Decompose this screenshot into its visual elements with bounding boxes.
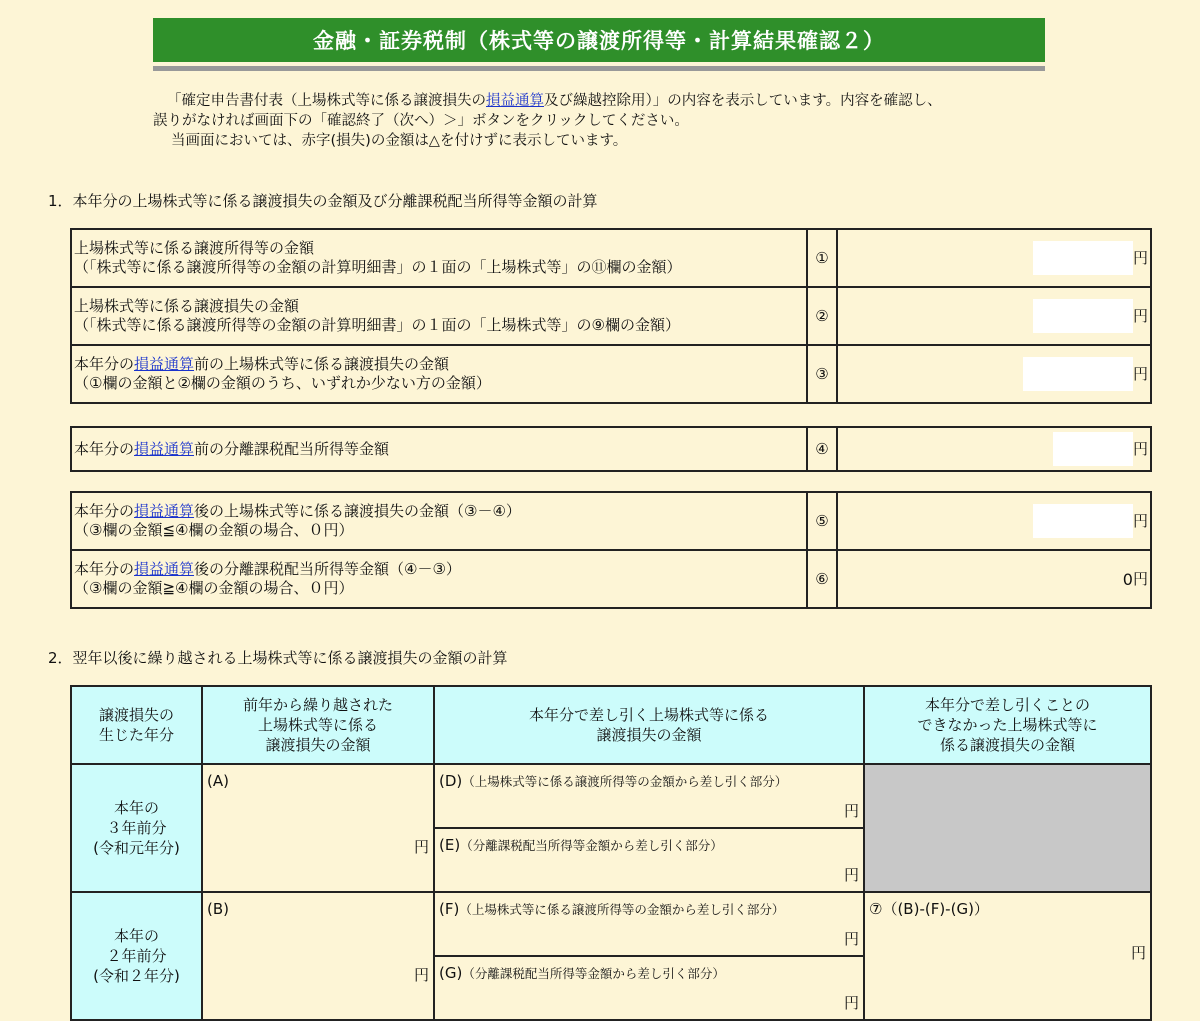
intro-line2: 誤りがなければ画面下の「確認終了（次へ）＞」ボタンをクリックしてください。 — [153, 113, 689, 129]
title-divider — [153, 66, 1045, 71]
col-header-year: 譲渡損失の 生じた年分 — [71, 686, 202, 764]
calc-table-group-b — [70, 426, 1152, 472]
calc-row-6 — [71, 550, 1151, 608]
carryover-row-2yr — [71, 892, 1151, 956]
carried-amount-cell: (B) 円 — [202, 892, 434, 1020]
row-number: ① — [807, 229, 837, 287]
amount-field: 円 — [837, 492, 1151, 550]
calc-row-label: 上場株式等に係る譲渡損失の金額 （「株式等に係る譲渡所得等の金額の計算明細書」の１面の「上場株式等」の⑨欄の金額） — [71, 287, 807, 345]
intro-text — [153, 91, 1053, 151]
row-number: ④ — [807, 427, 837, 471]
deduct-cell-f: (F)（上場株式等に係る譲渡所得等の金額から差し引く部分） 円 — [434, 892, 864, 956]
deduct-cell-g: (G)（分離課税配当所得等金額から差し引く部分） 円 — [434, 956, 864, 1020]
calc-row-3 — [71, 345, 1151, 403]
calc-table-group-c — [70, 491, 1152, 609]
carried-amount-cell: (A) 円 — [202, 764, 434, 892]
calc-row-1 — [71, 229, 1151, 287]
row-number: ⑥ — [807, 550, 837, 608]
amount-field: 円 — [837, 287, 1151, 345]
amount-field: 円 — [837, 345, 1151, 403]
intro-line1-b: 及び繰越控除用）」の内容を表示しています。内容を確認し、 — [544, 93, 942, 109]
deduct-cell-e: (E)（分離課税配当所得等金額から差し引く部分） 円 — [434, 828, 864, 892]
page-title: 金融・証券税制（株式等の譲渡所得等・計算結果確認２） — [153, 18, 1045, 62]
calc-row-2 — [71, 287, 1151, 345]
carryover-header-row — [71, 686, 1151, 764]
calc-row-label: 本年分の損益通算後の分離課税配当所得等金額（④－③） （③欄の金額≧④欄の金額の場合、０円） — [71, 550, 807, 608]
section1-heading: 1．本年分の上場株式等に係る譲渡損失の金額及び分離課税配当所得等金額の計算 — [48, 192, 598, 210]
section2-heading: 2．翌年以後に繰り越される上場株式等に係る譲渡損失の金額の計算 — [48, 649, 508, 667]
intro-line1-a: 「確定申告書付表（上場株式等に係る譲渡損失の — [167, 93, 486, 109]
carryover-row-3yr — [71, 764, 1151, 828]
row-number: ⑤ — [807, 492, 837, 550]
sonekitsusan-link[interactable]: 損益通算 — [134, 502, 195, 520]
remaining-cell: ⑦（(B)-(F)-(G)） 円 — [864, 892, 1151, 1020]
intro-line3: 当画面においては、赤字(損失)の金額は△を付けずに表示しています。 — [171, 133, 628, 149]
col-header-deducted: 本年分で差し引く上場株式等に係る 譲渡損失の金額 — [434, 686, 864, 764]
calc-row-4 — [71, 427, 1151, 471]
carryover-table — [70, 685, 1152, 1021]
calc-table-group-a — [70, 228, 1152, 404]
amount-field: 0円 — [837, 550, 1151, 608]
sonekitsusan-link[interactable]: 損益通算 — [134, 439, 195, 458]
calc-row-label: 本年分の損益通算前の分離課税配当所得等金額 — [71, 427, 807, 471]
calc-row-5 — [71, 492, 1151, 550]
year-label: 本年の ３年前分 (令和元年分) — [71, 764, 202, 892]
col-header-remaining: 本年分で差し引くことの できなかった上場株式等に 係る譲渡損失の金額 — [864, 686, 1151, 764]
sonekitsusan-link[interactable]: 損益通算 — [486, 93, 544, 109]
amount-field: 円 — [837, 229, 1151, 287]
remaining-cell-disabled — [864, 764, 1151, 892]
sonekitsusan-link[interactable]: 損益通算 — [134, 560, 195, 578]
calc-row-label: 本年分の損益通算前の上場株式等に係る譲渡損失の金額 （①欄の金額と②欄の金額のうち、いずれか少ない方の金額） — [71, 345, 807, 403]
sonekitsusan-link[interactable]: 損益通算 — [134, 355, 195, 373]
year-label: 本年の ２年前分 (令和２年分) — [71, 892, 202, 1020]
calc-row-label: 上場株式等に係る譲渡所得等の金額 （「株式等に係る譲渡所得等の金額の計算明細書」の１面の「上場株式等」の⑪欄の金額） — [71, 229, 807, 287]
col-header-carried: 前年から繰り越された 上場株式等に係る 譲渡損失の金額 — [202, 686, 434, 764]
row-number: ③ — [807, 345, 837, 403]
calc-row-label: 本年分の損益通算後の上場株式等に係る譲渡損失の金額（③－④） （③欄の金額≦④欄の金額の場合、０円） — [71, 492, 807, 550]
deduct-cell-d: (D)（上場株式等に係る譲渡所得等の金額から差し引く部分） 円 — [434, 764, 864, 828]
row-number: ② — [807, 287, 837, 345]
amount-field: 円 — [837, 427, 1151, 471]
